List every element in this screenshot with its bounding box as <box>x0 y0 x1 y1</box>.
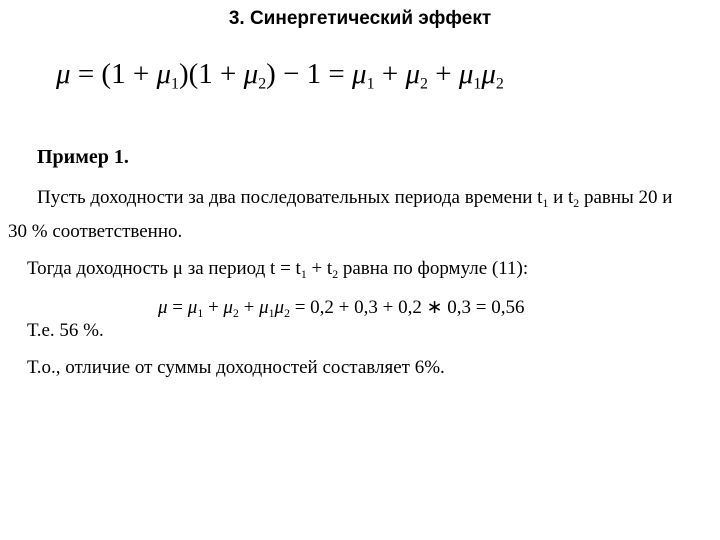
formula-part: = <box>167 297 188 318</box>
formula-result: = 0,2 + 0,3 + 0,2 ∗ 0,3 = 0,56 <box>289 297 525 318</box>
text-run: и t <box>548 187 574 208</box>
text-run: = t <box>275 258 301 279</box>
formula-part: )(1 + <box>178 58 244 90</box>
text-sub: 1 <box>542 197 549 211</box>
formula-sub: 2 <box>232 307 239 321</box>
formula-part: ) − 1 = <box>266 58 353 90</box>
example-paragraph-line1 <box>37 187 672 211</box>
formula-part: = (1 + <box>70 58 157 90</box>
formula-mu2: μ <box>481 58 496 90</box>
slide-title: 3. Синергетический эффект <box>228 8 492 29</box>
formula-part: + <box>374 58 406 90</box>
text-sub: 1 <box>300 268 307 282</box>
formula-mu1: μ <box>458 58 474 90</box>
formula-part: + <box>238 297 260 318</box>
text-run: t <box>270 258 276 279</box>
formula-mu1: μ <box>259 297 269 318</box>
synergy-formula <box>56 58 504 94</box>
formula-sub: 2 <box>258 75 267 93</box>
text-run: Тогда доходность μ за период <box>27 258 271 279</box>
formula-mu2: μ <box>405 58 420 90</box>
formula-mu1: μ <box>187 297 198 318</box>
formula-sub: 1 <box>473 75 482 93</box>
example-heading: Пример 1. <box>37 146 129 168</box>
formula-sub: 2 <box>495 75 504 93</box>
example-paragraph-2 <box>27 258 528 282</box>
text-sub: 2 <box>573 197 580 211</box>
formula-mu2: μ <box>223 297 233 318</box>
text-sub: 2 <box>332 268 339 282</box>
text-run: равна по формуле (11): <box>338 258 529 279</box>
formula-part: + <box>203 297 224 318</box>
example-paragraph-line2: 30 % соответственно. <box>8 221 183 242</box>
formula-mu2: μ <box>274 297 285 318</box>
formula-sub: 2 <box>284 307 290 321</box>
formula-sub: 1 <box>197 307 204 321</box>
formula-mu: μ <box>158 297 168 318</box>
formula-mu1: μ <box>156 58 171 90</box>
calculation-formula <box>158 296 524 321</box>
text-run: Пусть доходности за два последовательных периода времени t <box>37 187 543 208</box>
formula-mu: μ <box>56 58 71 90</box>
example-result: Т.е. 56 %. <box>27 320 104 341</box>
formula-sub: 1 <box>366 75 375 93</box>
formula-sub: 2 <box>420 75 428 93</box>
text-run: + t <box>306 258 333 279</box>
formula-mu1: μ <box>352 58 367 90</box>
formula-sub: 1 <box>268 307 275 321</box>
formula-sub: 1 <box>171 75 179 93</box>
formula-mu2: μ <box>243 58 259 90</box>
example-conclusion: Т.о., отличие от суммы доходностей составляет 6%. <box>27 357 445 378</box>
formula-part: + <box>427 58 459 90</box>
text-run: равны 20 и <box>579 187 673 208</box>
